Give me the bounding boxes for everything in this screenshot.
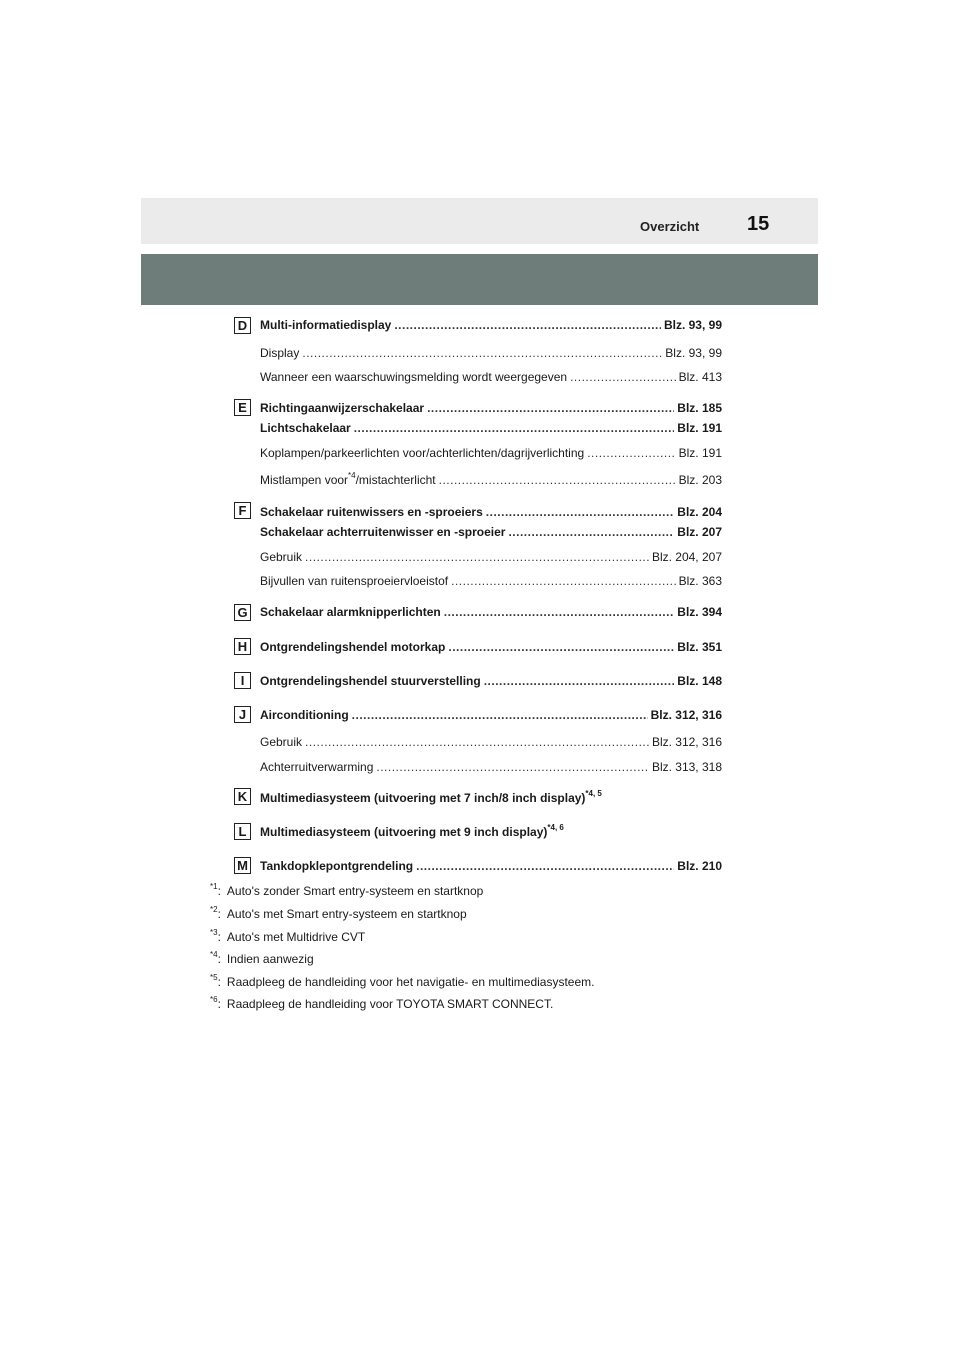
toc-entry-achterruitenwisser[interactable] (260, 525, 722, 541)
footnote-4: $^{*4}$: Indien aanwezig (210, 950, 314, 966)
section-badge-k: K (234, 788, 251, 805)
leader-dots (394, 318, 661, 332)
section-badge-d: D (234, 317, 251, 334)
entry-page: Blz. 394 (677, 605, 722, 619)
section-badge-l: L (234, 823, 251, 840)
header-band (141, 254, 818, 305)
entry-page: Blz. 185 (677, 401, 722, 415)
entry-page: Blz. 210 (677, 859, 722, 873)
entry-page: Blz. 204, 207 (651, 550, 722, 564)
entry-label: Multimediasysteem (uitvoering met 9 inch display) (260, 825, 548, 839)
footnote-mark: *6 (210, 995, 218, 1004)
entry-label-post: /mistachterlicht (355, 473, 436, 487)
footnote-ref: *4, 6 (547, 823, 564, 832)
leader-dots (484, 674, 675, 688)
toc-entry-mistlampen[interactable] (260, 473, 722, 489)
entry-page: Blz. 313, 318 (651, 760, 722, 774)
footnote-text: Raadpleeg de handleiding voor het navigatie- en multimediasysteem. (226, 975, 595, 989)
toc-entry-gebruik-airco[interactable] (260, 735, 722, 751)
entry-label: Multimediasysteem (uitvoering met 7 inch/8 inch display) (260, 791, 586, 805)
section-title: Overzicht (640, 219, 700, 234)
leader-dots (302, 346, 662, 360)
toc-entry-motorkap[interactable] (260, 640, 722, 656)
entry-label: Schakelaar alarmknipperlichten (260, 605, 441, 619)
leader-dots (570, 370, 676, 384)
entry-label: Airconditioning (260, 708, 349, 722)
leader-dots (451, 574, 676, 588)
page-number: 15 (747, 213, 770, 235)
footnote-3: $^{*3}$: Auto's met Multidrive CVT (210, 928, 366, 944)
toc-entry-richtingaanwijzerschakelaar[interactable] (260, 401, 722, 417)
leader-dots (448, 640, 674, 654)
entry-page: Blz. 351 (677, 640, 722, 654)
entry-label: Multi-informatiedisplay (260, 318, 392, 332)
footnote-text: Auto's met Multidrive CVT (226, 930, 366, 944)
entry-label: Tankdopklepontgrendeling (260, 859, 414, 873)
leader-dots (416, 859, 674, 873)
toc-entry-display[interactable] (260, 346, 722, 362)
toc-entry-waarschuwingsmelding[interactable] (260, 370, 722, 386)
entry-page: Blz. 93, 99 (663, 318, 722, 332)
footnote-text: Auto's zonder Smart entry-systeem en startknop (226, 884, 484, 898)
footnote-text: Raadpleeg de handleiding voor TOYOTA SMART CONNECT. (226, 997, 554, 1011)
entry-label: Achterruitverwarming (260, 760, 374, 774)
entry-label: Schakelaar achterruitenwisser en -sproeier (260, 525, 506, 539)
toc-entry-ruitensproeiervloeistof[interactable] (260, 574, 722, 590)
entry-page: Blz. 312, 316 (650, 708, 722, 722)
entry-label: Wanneer een waarschuwingsmelding wordt weergegeven (260, 370, 568, 384)
footnote-5: $^{*5}$: Raadpleeg de handleiding voor het navigatie- en multimediasysteem. (210, 973, 595, 989)
entry-label: Gebruik (260, 735, 303, 749)
leader-dots (508, 525, 674, 539)
toc-entry-alarmknipperlichten[interactable] (260, 605, 722, 621)
leader-dots (444, 605, 675, 619)
section-badge-h: H (234, 638, 251, 655)
footnote-mark: *5 (210, 973, 218, 982)
toc-entry-multimedia-7-8-inch[interactable] (260, 791, 602, 805)
section-badge-f: F (234, 502, 251, 519)
entry-page: Blz. 93, 99 (665, 346, 722, 360)
toc-entry-koplampen[interactable] (260, 446, 722, 462)
entry-label: Gebruik (260, 550, 303, 564)
section-badge-e: E (234, 399, 251, 416)
entry-label: Ontgrendelingshendel stuurverstelling (260, 674, 481, 688)
footnote-text: Auto's met Smart entry-systeem en startknop (226, 907, 467, 921)
entry-page: Blz. 363 (678, 574, 722, 588)
leader-dots (352, 708, 648, 722)
entry-label: Lichtschakelaar (260, 421, 351, 435)
leader-dots (376, 760, 649, 774)
entry-page: Blz. 413 (678, 370, 722, 384)
entry-label: Koplampen/parkeerlichten voor/achterlichten/dagrijverlichting (260, 446, 585, 460)
footnote-mark: *1 (210, 882, 218, 891)
section-badge-i: I (234, 672, 251, 689)
section-badge-m: M (234, 857, 251, 874)
entry-page: Blz. 148 (677, 674, 722, 688)
entry-page: Blz. 203 (678, 473, 722, 487)
entry-page: Blz. 191 (678, 446, 722, 460)
leader-dots (486, 505, 675, 519)
toc-entry-lichtschakelaar[interactable] (260, 421, 722, 437)
toc-entry-multimedia-9-inch[interactable] (260, 825, 564, 839)
leader-dots (587, 446, 675, 460)
entry-label-pre: Mistlampen voor (260, 473, 349, 487)
entry-label: Bijvullen van ruitensproeiervloeistof (260, 574, 449, 588)
toc-entry-stuurverstelling[interactable] (260, 674, 722, 690)
section-badge-g: G (234, 604, 251, 621)
footnote-ref: *4 (348, 471, 356, 480)
footnote-mark: *4 (210, 950, 218, 959)
section-badge-j: J (234, 706, 251, 723)
footnote-mark: *3 (210, 928, 218, 937)
entry-page: Blz. 312, 316 (651, 735, 722, 749)
toc-entry-multi-informatiedisplay[interactable] (260, 318, 722, 334)
footnote-text: Indien aanwezig (226, 952, 314, 966)
toc-entry-ruitenwissers[interactable] (260, 505, 722, 521)
entry-label: Ontgrendelingshendel motorkap (260, 640, 446, 654)
toc-entry-gebruik-wissers[interactable] (260, 550, 722, 566)
footnote-1: $^{*1}$: Auto's zonder Smart entry-systeem en startknop (210, 882, 484, 898)
footnote-mark: *2 (210, 905, 218, 914)
entry-page: Blz. 191 (677, 421, 722, 435)
leader-dots (305, 550, 649, 564)
entry-label: Richtingaanwijzerschakelaar (260, 401, 425, 415)
toc-entry-airconditioning[interactable] (260, 708, 722, 724)
leader-dots (439, 473, 676, 487)
entry-page: Blz. 207 (677, 525, 722, 539)
entry-label (260, 473, 436, 487)
entry-page: Blz. 204 (677, 505, 722, 519)
entry-label: Schakelaar ruitenwissers en -sproeiers (260, 505, 483, 519)
footnote-6: $^{*6}$: Raadpleeg de handleiding voor TOYOTA SMART CONNECT. (210, 995, 554, 1011)
leader-dots (354, 421, 675, 435)
toc-entry-tankdopklep[interactable] (260, 859, 722, 875)
leader-dots (305, 735, 649, 749)
leader-dots (427, 401, 674, 415)
footnote-ref: *4, 5 (585, 789, 602, 798)
toc-entry-achterruitverwarming[interactable] (260, 760, 722, 776)
header-bar (141, 198, 818, 244)
footnote-2: $^{*2}$: Auto's met Smart entry-systeem en startknop (210, 905, 467, 921)
entry-label: Display (260, 346, 300, 360)
